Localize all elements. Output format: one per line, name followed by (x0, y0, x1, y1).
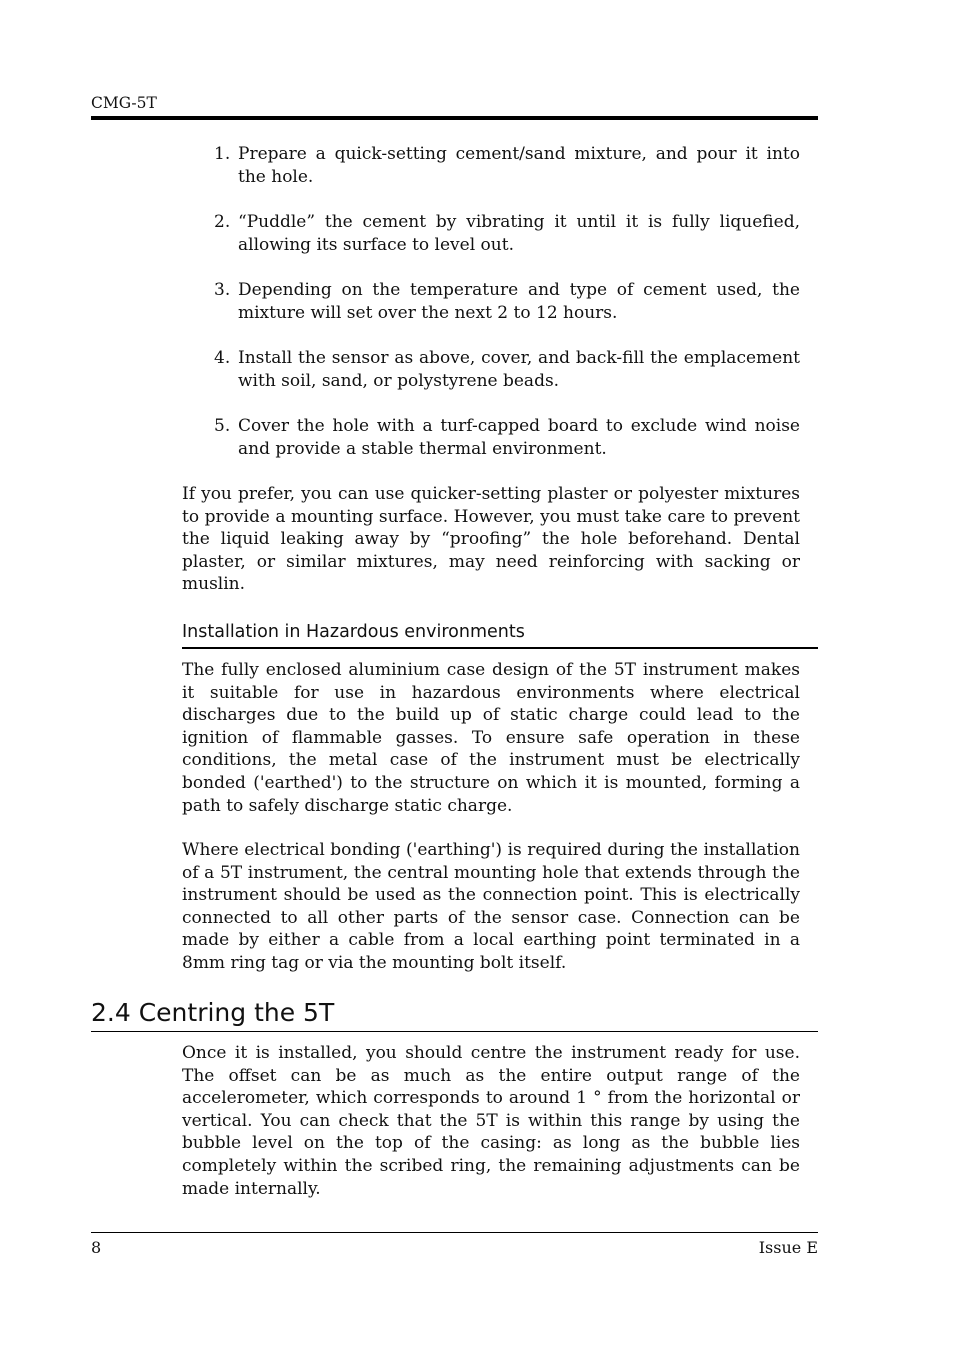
step-text: Install the sensor as above, cover, and back-fill the emplacement with soil, sand, or polystyrene beads. (238, 348, 800, 391)
hazardous-paragraph-1: The fully enclosed aluminium case design of the 5T instrument makes it suitable for use in hazardous environments where electrical discharges due to the build up of static charge could lead to the ignition of flammable gasses. To ensure safe operation in these conditions, the metal case of the instrument must be electrically bonded ('earthed') to the structure on which it is mounted, forming a path to safely discharge static charge. (182, 660, 800, 816)
page-number: 8 (91, 1238, 102, 1257)
hazardous-paragraph-2: Where electrical bonding ('earthing') is required during the installation of a 5T instrument, the central mounting hole that extends through the instrument should be used as the connection point. This is electrically connected to all other parts of the sensor case. Connection can be made by either a cable from a local earthing point terminated in a 8mm ring tag or via the mounting bolt itself. (182, 840, 800, 973)
installation-steps-list (214, 143, 800, 483)
list-item (214, 415, 800, 461)
mixture-alternative-paragraph: If you prefer, you can use quicker-setting plaster or polyester mixtures to provide a mounting surface. However, you must take care to prevent the liquid leaking away by “proofing” the hole beforehand. Dental plaster, or similar mixtures, may need reinforcing with sacking or muslin. (182, 484, 800, 595)
list-item (214, 347, 800, 393)
document-header-title: CMG-5T (91, 94, 157, 112)
step-number: 3. (214, 280, 231, 300)
step-number: 5. (214, 416, 231, 436)
step-text: Cover the hole with a turf-capped board to exclude wind noise and provide a stable thermal environment. (238, 416, 800, 459)
issue-label: Issue E (758, 1238, 818, 1257)
header-divider (91, 116, 818, 120)
section-title: 2.4 Centring the 5T (91, 998, 335, 1027)
list-item (214, 211, 800, 257)
list-item (214, 279, 800, 325)
step-text: “Puddle” the cement by vibrating it until it is fully liquefied, allowing its surface to level out. (238, 212, 800, 255)
centring-paragraph: Once it is installed, you should centre the instrument ready for use. The offset can be as much as the entire output range of the accelerometer, which corresponds to around 1 ° from the horizontal or vertical. You can check that the 5T is within this range by using the bubble level on the top of the casing: as long as the bubble lies completely within the scribed ring, the remaining adjustments can be made internally. (182, 1043, 800, 1199)
step-text: Depending on the temperature and type of cement used, the mixture will set over the next 2 to 12 hours. (238, 280, 800, 323)
section-divider (91, 1031, 818, 1032)
step-text: Prepare a quick-setting cement/sand mixture, and pour it into the hole. (238, 144, 800, 187)
step-number: 4. (214, 348, 231, 368)
step-number: 1. (214, 144, 231, 164)
hazardous-environments-heading: Installation in Hazardous environments (182, 622, 525, 642)
step-number: 2. (214, 212, 231, 232)
list-item (214, 143, 800, 189)
subheading-divider (182, 647, 818, 649)
footer-divider (91, 1232, 818, 1233)
